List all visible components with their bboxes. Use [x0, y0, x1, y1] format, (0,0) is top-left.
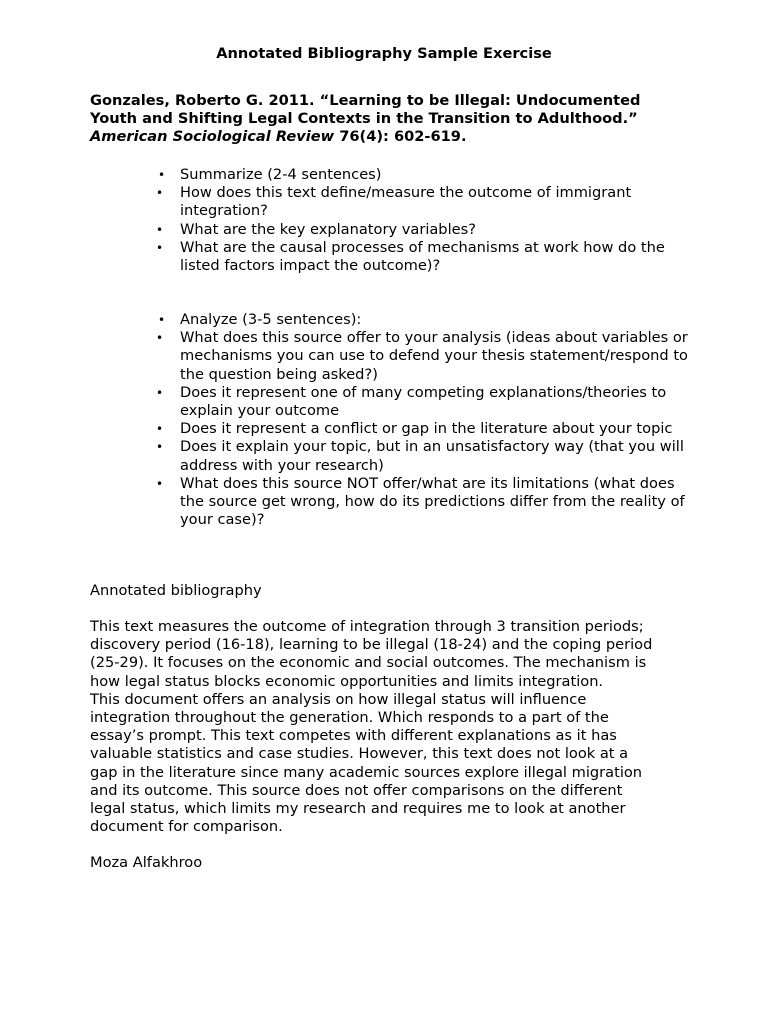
analyze-section — [156, 311, 690, 529]
bullet-icon: • — [156, 222, 164, 237]
analyze-subquestion: • Does it represent a conflict or gap in the literature about your topic — [156, 420, 673, 438]
annotation-line: how legal status blocks economic opportunities and limits integration. — [90, 672, 604, 690]
annotation-line: This document offers an analysis on how illegal status will influence — [90, 690, 587, 708]
analyze-subquestion: • Does it explain your topic, but in an unsatisfactory way (that you will address with your research) — [156, 438, 684, 474]
annotation-line: This text measures the outcome of integration through 3 transition periods; — [90, 618, 644, 635]
analyze-label: Analyze (3-5 sentences): — [180, 311, 362, 328]
bullet-icon: • — [156, 440, 164, 455]
annotation-line: discovery period (16-18), learning to be illegal (18-24) and the coping period — [90, 636, 653, 654]
bullet-icon: • — [156, 385, 164, 400]
citation — [90, 92, 690, 147]
annotation-line: and its outcome. This source does not offer comparisons on the different — [90, 781, 623, 799]
annotation-line: gap in the literature since many academic sources explore illegal migration — [90, 763, 643, 781]
summarize-question: • How does this text define/measure the outcome of immigrant integration? — [156, 184, 632, 220]
summarize-label: Summarize (2-4 sentences) — [180, 166, 382, 183]
annotation-paragraph — [90, 618, 680, 836]
analyze-subquestion: • Does it represent one of many competing explanations/theories to explain your outcome — [156, 383, 667, 420]
citation-volume: 76(4): 602-619. — [334, 128, 467, 146]
annotation-line: legal status, which limits my research and requires me to look at another — [90, 800, 626, 818]
bullet-icon: • — [156, 422, 164, 437]
summarize-question: • What are the causal processes of mechanisms at work how do the listed factors impact the outcome)? — [156, 238, 665, 275]
annotation-line: valuable statistics and case studies. However, this text does not look at a — [90, 745, 629, 763]
bullet-icon: • — [156, 476, 164, 491]
summarize-item — [156, 166, 690, 275]
citation-text: Gonzales, Roberto G. 2011. “Learning to be Illegal: Undocumented Youth and Shifting Legal Contexts in the Transition to Adulthood.” — [90, 92, 641, 128]
analyze-question: • What does this source NOT offer/what are its limitations (what does the source get wrong, how do its predictions differ from the reality of your case)? — [156, 474, 685, 529]
analyze-item — [156, 311, 690, 529]
bullet-icon: • — [158, 168, 166, 182]
annotation-line: essay’s prompt. This text competes with different explanations as it has — [90, 727, 617, 745]
bullet-icon: • — [158, 313, 166, 327]
bullet-icon: • — [156, 240, 164, 255]
summarize-section — [156, 166, 690, 275]
bullet-icon: • — [156, 331, 164, 346]
document-title: Annotated Bibliography Sample Exercise — [216, 45, 552, 62]
citation-journal: American Sociological Review — [90, 128, 335, 146]
annotation-heading: Annotated bibliography — [90, 582, 262, 599]
annotation-line: integration throughout the generation. Which responds to a part of the — [90, 709, 609, 727]
bullet-icon: • — [156, 186, 164, 201]
annotation-line: (25-29). It focuses on the economic and social outcomes. The mechanism is — [90, 654, 647, 672]
author-name: Moza Alfakhroo — [90, 854, 203, 871]
summarize-question: • What are the key explanatory variables? — [156, 220, 476, 238]
analyze-question: • What does this source offer to your analysis (ideas about variables or mechanisms you can use to defend your thesis statement/respond to the question being asked?) • Does it represent one of many competing explanations/theories to explain your outcome • Does it represent a conflict or gap in the literature about your topic • Does it explain your topic, but in an unsatisfactory way (that you will address with your research) — [180, 329, 690, 475]
annotation-line: document for comparison. — [90, 818, 283, 836]
